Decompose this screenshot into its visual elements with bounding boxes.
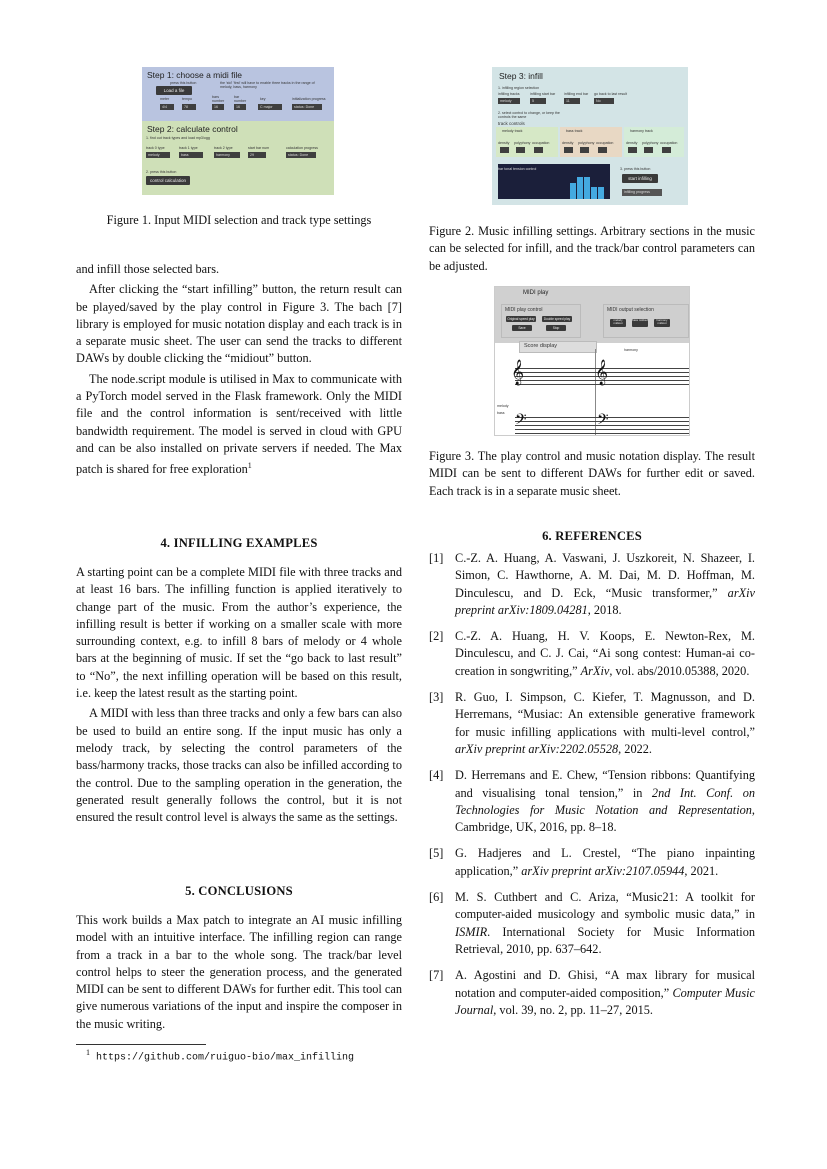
bass-polyphony-select[interactable]: [580, 147, 589, 153]
treble-clef-icon: 𝄞: [595, 359, 609, 384]
tension-bar[interactable]: [591, 187, 597, 199]
bars-number-label: bars number: [212, 95, 225, 103]
reference-number: [2]: [429, 629, 444, 644]
calc-progress-status: status: Done: [286, 152, 316, 158]
infilling-tracks-label: infilling tracks: [498, 92, 520, 96]
paragraph: After clicking the “start infilling” button, the return result can be played/saved by the play control in Figure 3. The bach [7] library is employed for music notation display and each track is in a separate music sheet. The user can send the tracks to different DAWs by double clicking the “midiout” button.: [76, 282, 402, 366]
load-file-button[interactable]: Load a file: [156, 86, 192, 95]
melody-midiout-button[interactable]: melody midiout: [610, 319, 626, 327]
reference-venue: arXiv preprint arXiv:2202.05528: [455, 741, 619, 756]
reference-item: [429, 845, 755, 880]
reference-text: , 2021.: [684, 863, 719, 878]
occupation-label: occupation: [596, 141, 614, 145]
reference-item: [429, 628, 755, 680]
tension-bar[interactable]: [570, 183, 576, 199]
bars-number-value[interactable]: 16: [212, 104, 224, 110]
harmony-occupation-select[interactable]: [662, 147, 671, 153]
reference-number: [6]: [429, 890, 444, 905]
reference-item: [429, 689, 755, 758]
polyphony-label: polyphony: [514, 141, 531, 145]
midi-play-control-panel: [501, 304, 581, 338]
bar-number-label: bar number: [234, 95, 247, 103]
paragraph: [76, 371, 402, 479]
reference-text: , vol. abs/2010.05388, 2020.: [609, 663, 750, 678]
occupation-label: occupation: [532, 141, 550, 145]
step1-title: Step 1: choose a midi file: [147, 70, 242, 80]
go-back-select[interactable]: No: [594, 98, 614, 104]
figure-2-screenshot: [492, 67, 688, 205]
reference-text: , Cambridge, UK, 2016, pp. 8–18.: [455, 802, 755, 835]
harmony-midiout-button[interactable]: harmony midiout: [654, 319, 670, 327]
reference-venue: ISMIR: [455, 924, 488, 939]
reference-item: [429, 550, 755, 619]
harmony-track-label: harmony track: [630, 129, 653, 133]
reference-text: A. Agostini and D. Ghisi, “A max library for musical notation and computer-aided composition,”: [455, 968, 755, 1000]
paragraph: and infill those selected bars.: [76, 262, 220, 276]
step2-title: Step 2: calculate control: [147, 124, 238, 134]
reference-item: [429, 767, 755, 836]
region-selection-label: 1. infilling region selection: [498, 86, 540, 90]
reference-venue: ArXiv: [580, 663, 610, 678]
bass-density-select[interactable]: [564, 147, 573, 153]
reference-text: C.-Z. A. Huang, A. Vaswani, J. Uszkoreit, N. Shazeer, I. Simon, C. Hawthorne, A. M. Dai, M. D. Hoffman, M. Dinculescu, and D. Eck, “Music transformer,”: [455, 551, 755, 600]
bass-midiout-button[interactable]: bass midiout: [632, 319, 648, 327]
step1-note: the 'std' 'first' will have to enable three tracks in the range of melody, bass, harmony: [220, 81, 315, 89]
score-display-header: [519, 341, 597, 353]
tempo-label: tempo: [182, 97, 192, 101]
track1-type-label: track 1 type: [179, 146, 198, 150]
occupation-label: occupation: [660, 141, 678, 145]
init-progress-label: initialization progress: [292, 97, 326, 101]
key-select[interactable]: C major: [258, 104, 282, 110]
footnote: [86, 1048, 354, 1063]
figure-1-caption: Figure 1. Input MIDI selection and track type settings: [106, 213, 372, 227]
tension-bar[interactable]: [598, 187, 604, 199]
density-label: density: [626, 141, 638, 145]
reference-text: , 2022.: [618, 741, 652, 756]
body-text-block-1: [76, 261, 402, 479]
harmony-track-panel: [624, 127, 684, 157]
section-5-heading: 5. CONCLUSIONS: [185, 884, 293, 898]
reference-venue: arXiv preprint arXiv:2107.05944: [521, 863, 685, 878]
melody-polyphony-select[interactable]: [516, 147, 525, 153]
start-bar-select[interactable]: 29: [248, 152, 266, 158]
step3-title: Step 3: infill: [499, 71, 543, 81]
bass-clef-icon: 𝄢: [515, 411, 527, 431]
midi-play-title: MIDI play: [523, 290, 549, 296]
melody-track-panel: [496, 127, 558, 157]
start-bar-select[interactable]: 5: [530, 98, 546, 104]
end-bar-select[interactable]: 11: [564, 98, 580, 104]
tension-bar[interactable]: [577, 177, 583, 199]
melody-density-select[interactable]: [500, 147, 509, 153]
melody-occupation-select[interactable]: [534, 147, 543, 153]
paragraph: A starting point can be a complete MIDI file with three tracks and at least 16 bars. The infilling function is applied iteratively to change part of the music. From the author’s experience, the infilling result is better if working on a smaller scale with more surrounding context, e.g. to infill 8 bars of melody or 4 whole bars at the beginning of music. If set the “go back to last result” to “No”, the next infilling operation will be based on this result, i.e. keep the latest result as the starting point.: [76, 565, 402, 701]
reference-text: . International Society for Music Information Retrieval, 2010, pp. 637–642.: [455, 924, 755, 956]
meter-value[interactable]: 4/4: [160, 104, 174, 110]
reference-text: G. Hadjeres and L. Crestel, “The piano inpainting application,”: [455, 846, 755, 878]
figure-1-screenshot: [142, 67, 334, 195]
section-4-heading: 4. INFILLING EXAMPLES: [160, 536, 318, 550]
track0-type-label: track 0 type: [146, 146, 165, 150]
reference-text: , 2018.: [587, 602, 622, 617]
midi-output-title: MIDI output selection: [607, 307, 654, 313]
figure-3-screenshot: [494, 286, 690, 436]
track0-type-select[interactable]: melody: [146, 152, 170, 158]
end-bar-label: infilling end bar: [564, 92, 589, 96]
reference-number: [3]: [429, 690, 444, 705]
step2-panel: [142, 121, 334, 195]
reference-text: R. Guo, I. Simpson, C. Kiefer, T. Magnusson, and D. Herremans, “Musiac: An extensible generative framework for music infilling applications with multi-level control,”: [455, 690, 755, 739]
tension-bar[interactable]: [584, 177, 590, 199]
infilling-tracks-select[interactable]: melody: [498, 98, 520, 104]
track2-type-select[interactable]: harmony: [214, 152, 240, 158]
reference-venue: Computer Music Journal: [455, 985, 755, 1017]
footnote-rule: [76, 1044, 206, 1045]
paragraph-text: The node.script module is utilised in Max to communicate with a PyTorch model served in the Flask framework. Only the MIDI file and the control information is sent/received with little bandwidth requirement. The model is served in cloud with GPU and can be also installed on private servers if needed. The Max patch is shared for free exploration: [76, 371, 402, 477]
double-speed-play-button[interactable]: Double speed play: [543, 317, 571, 321]
reference-number: [4]: [429, 768, 444, 783]
init-progress-status: status: Done: [292, 104, 322, 110]
density-label: density: [562, 141, 574, 145]
control-change-label: 2. select control to change, or keep the controls the same: [498, 111, 560, 119]
reference-item: [429, 889, 755, 958]
harmony-density-select[interactable]: [628, 147, 637, 153]
harmony-polyphony-select[interactable]: [644, 147, 653, 153]
treble-clef-icon: 𝄞: [511, 359, 525, 384]
bass-occupation-select[interactable]: [598, 147, 607, 153]
reference-list: [429, 550, 755, 1028]
polyphony-label: polyphony: [578, 141, 595, 145]
control-calculation-button[interactable]: control calculation: [146, 176, 190, 185]
reference-text: M. S. Cuthbert and C. Ariza, “Music21: A toolkit for computer-aided musicology and symbolic music data,” in: [455, 890, 755, 922]
calc-progress-label: calculation progress: [286, 146, 318, 150]
bass-clef-icon: 𝄢: [597, 411, 609, 431]
reference-text: D. Herremans and E. Chew, “Tension ribbons: Quantifying and visualising tonal tension,” in: [455, 768, 755, 800]
start-bar-label: infilling start bar: [530, 92, 556, 96]
figure-2-caption: Figure 2. Music infilling settings. Arbitrary sections in the music can be selected for infill, and the track/bar control parameters can be adjusted.: [429, 224, 755, 273]
midi-output-panel: [603, 304, 689, 338]
original-speed-play-button[interactable]: Original speed play: [507, 317, 535, 321]
step2-note: 1. find out track types and load mp3/ogg: [146, 136, 210, 140]
infilling-progress: infilling progress: [622, 189, 662, 196]
paragraph: A MIDI with less than three tracks and only a few bars can also be used to build an entire song. If the input music has only a melody track, by selecting the control parameters of the bass/harmony tracks, those tracks can also be infilled according to the control. Due to the sampling operation in the generation, the generated result generally follows the control, but it is not ensured the result control level is always the same as the settings.: [76, 706, 402, 825]
reference-number: [7]: [429, 968, 444, 983]
reference-text: C.-Z. A. Huang, H. V. Koops, E. Newton-Rex, M. Dinculescu, and C. J. Cai, “Ai song contest: Human-ai co-creation in songwriting,”: [455, 629, 755, 678]
track-controls-label: track controls: [498, 121, 525, 126]
press-hint: 3. press this button: [620, 167, 651, 171]
melody-staff-label: melody: [497, 404, 509, 408]
bar-number-value[interactable]: 16: [234, 104, 246, 110]
melody-track-label: melody track: [502, 129, 523, 133]
density-label: density: [498, 141, 510, 145]
key-label: key: [260, 97, 266, 101]
harmony-track-label: harmony: [624, 348, 638, 352]
reference-venue: 2nd Int. Conf. on Technologies for Music Notation and Representation: [455, 785, 755, 817]
step2-hint: 2. press this button: [146, 170, 177, 174]
footnote-link[interactable]: https://github.com/ruiguo-bio/max_infilling: [96, 1052, 355, 1064]
reference-item: [429, 967, 755, 1019]
track2-type-label: track 2 type: [214, 146, 233, 150]
reference-number: [5]: [429, 846, 444, 861]
track1-type-select[interactable]: bass: [179, 152, 203, 158]
start-infilling-button[interactable]: start infilling: [622, 174, 658, 183]
polyphony-label: polyphony: [642, 141, 659, 145]
score-display-title: Score display: [524, 343, 558, 349]
tempo-value[interactable]: 78: [182, 104, 196, 110]
tension-control-label: bar tonal tension control: [498, 167, 537, 171]
go-back-label: go back to last result: [594, 92, 627, 96]
footnote-marker: 1: [247, 461, 252, 471]
section-4-body: [76, 564, 402, 826]
start-bar-label: start bar num: [248, 146, 270, 150]
meter-label: meter: [160, 97, 170, 101]
reference-venue: arXiv preprint arXiv:1809.04281: [455, 585, 755, 617]
reference-text: , vol. 39, no. 2, pp. 11–27, 2015.: [493, 1002, 654, 1017]
stop-button[interactable]: Stop: [546, 325, 566, 331]
section-5-body: [76, 912, 402, 1033]
bass-staff-label: bass: [497, 411, 505, 415]
section-6-heading: 6. REFERENCES: [542, 529, 642, 543]
save-button[interactable]: Save: [512, 325, 532, 331]
paragraph: This work builds a Max patch to integrate an AI music infilling model with an intuitive interface. The infilling region can range from a track in a bar to the whole song. The track/bar level control helps to steer the generation process, and the generated MIDI can be sent to different DAWs for further edit. This tool can give numerous variations of the input and inspire the composer in the music writing.: [76, 913, 402, 1031]
reference-number: [1]: [429, 551, 444, 565]
figure-3-caption: Figure 3. The play control and music notation display. The result MIDI can be sent to different DAWs for further edit or saved. Each track is in a separate music sheet.: [429, 449, 755, 498]
bass-track-panel: [560, 127, 622, 157]
step1-hint: press this button: [170, 81, 197, 85]
midi-play-control-title: MIDI play control: [505, 307, 543, 313]
footnote-number: 1: [86, 1048, 90, 1057]
bass-track-label: bass track: [566, 129, 583, 133]
